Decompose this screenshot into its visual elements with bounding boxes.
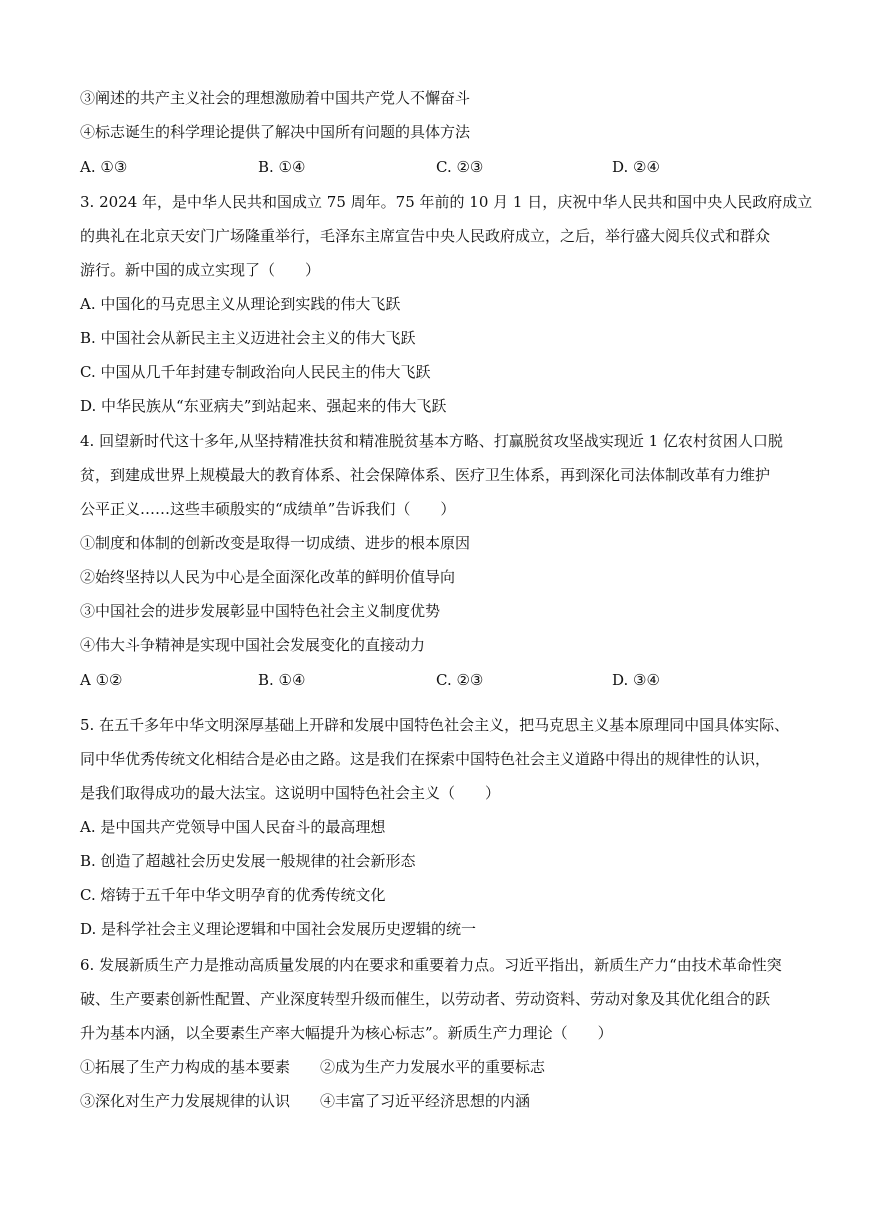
q6-items-row-1: ①拓展了生产力构成的基本要素 ②成为生产力发展水平的重要标志	[80, 1058, 546, 1076]
q3-option-b: B. 中国社会从新民主主义迈进社会主义的伟大飞跃	[80, 329, 416, 347]
q4-option-d: D. ③④	[612, 671, 660, 689]
q3-stem-line-2: 的典礼在北京天安门广场隆重举行，毛泽东主席宣告中央人民政府成立，之后，举行盛大阅兵仪式和群众	[80, 227, 771, 245]
q3-option-a: A. 中国化的马克思主义从理论到实践的伟大飞跃	[80, 295, 401, 313]
q3-stem-line-1: 3. 2024 年，是中华人民共和国成立 75 周年。75 年前的 10 月 1 日，庆祝中华人民共和国中央人民政府成立	[80, 193, 813, 211]
q5-stem-line-1: 5. 在五千多年中华文明深厚基础上开辟和发展中国特色社会主义，把马克思主义基本原理同中国具体实际、	[80, 716, 790, 734]
q2-option-c: C. ②③	[436, 158, 484, 176]
q4-stem-line-1: 4. 回望新时代这十多年,从坚持精准扶贫和精准脱贫基本方略、打赢脱贫攻坚战实现近 1 亿农村贫困人口脱	[80, 432, 783, 450]
q2-item-3: ③阐述的共产主义社会的理想激励着中国共产党人不懈奋斗	[80, 89, 471, 107]
q2-option-a: A. ①③	[80, 158, 128, 176]
q5-stem-line-3: 是我们取得成功的最大法宝。这说明中国特色社会主义（ ）	[80, 784, 501, 802]
q4-option-c: C. ②③	[436, 671, 484, 689]
q5-stem-line-2: 同中华优秀传统文化相结合是必由之路。这是我们在探索中国特色社会主义道路中得出的规律性的认识，	[80, 750, 771, 768]
q5-option-b: B. 创造了超越社会历史发展一般规律的社会新形态	[80, 852, 416, 870]
q4-item-4: ④伟大斗争精神是实现中国社会发展变化的直接动力	[80, 636, 426, 654]
q4-stem-line-2: 贫，到建成世界上规模最大的教育体系、社会保障体系、医疗卫生体系，再到深化司法体制改革有力维护	[80, 466, 771, 484]
q5-option-d: D. 是科学社会主义理论逻辑和中国社会发展历史逻辑的统一	[80, 920, 477, 938]
q5-option-a: A. 是中国共产党领导中国人民奋斗的最高理想	[80, 818, 386, 836]
q2-option-d: D. ②④	[612, 158, 660, 176]
q4-item-3: ③中国社会的进步发展彰显中国特色社会主义制度优势	[80, 602, 441, 620]
q4-stem-line-3: 公平正义……这些丰硕殷实的“成绩单”告诉我们（ ）	[80, 500, 456, 518]
q6-stem-line-2: 破、生产要素创新性配置、产业深度转型升级而催生，以劳动者、劳动资料、劳动对象及其优化组合的跃	[80, 990, 771, 1008]
q3-option-d: D. 中华民族从“东亚病夫”到站起来、强起来的伟大飞跃	[80, 397, 447, 415]
q5-option-c: C. 熔铸于五千年中华文明孕育的优秀传统文化	[80, 886, 386, 904]
q4-item-1: ①制度和体制的创新改变是取得一切成绩、进步的根本原因	[80, 534, 471, 552]
q6-stem-line-1: 6. 发展新质生产力是推动高质量发展的内在要求和重要着力点。习近平指出，新质生产力“由技术革命性突	[80, 956, 782, 974]
q2-option-b: B. ①④	[258, 158, 306, 176]
q4-option-b: B. ①④	[258, 671, 306, 689]
q6-items-row-2: ③深化对生产力发展规律的认识 ④丰富了习近平经济思想的内涵	[80, 1092, 531, 1110]
q3-stem-line-3: 游行。新中国的成立实现了（ ）	[80, 261, 321, 279]
q2-item-4: ④标志诞生的科学理论提供了解决中国所有问题的具体方法	[80, 123, 471, 141]
q4-item-2: ②始终坚持以人民为中心是全面深化改革的鲜明价值导向	[80, 568, 456, 586]
q3-option-c: C. 中国从几千年封建专制政治向人民民主的伟大飞跃	[80, 363, 431, 381]
q4-option-a: A ①②	[80, 671, 123, 689]
q6-stem-line-3: 升为基本内涵，以全要素生产率大幅提升为核心标志”。新质生产力理论（ ）	[80, 1024, 613, 1042]
